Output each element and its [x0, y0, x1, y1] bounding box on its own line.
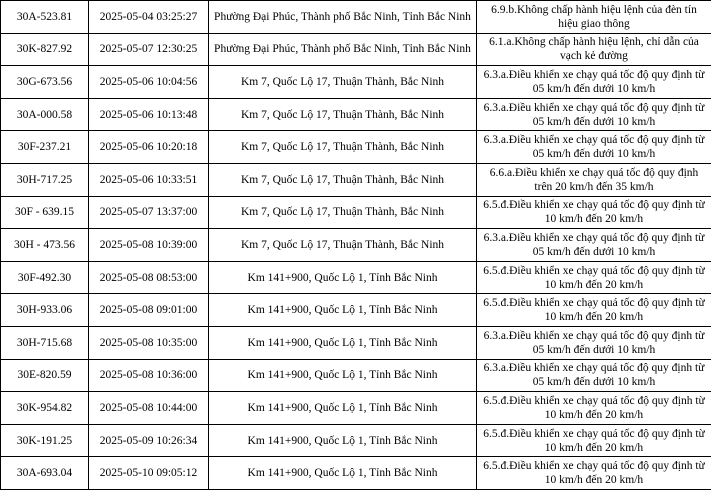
location-cell: Km 141+900, Quốc Lộ 1, Tỉnh Bắc Ninh [209, 392, 477, 425]
violation-cell: 6.3.a.Điều khiển xe chạy quá tốc độ quy định từ 05 km/h đến dưới 10 km/h [477, 229, 711, 262]
table-row [1, 294, 711, 327]
violation-cell: 6.5.đ.Điều khiển xe chạy quá tốc độ quy định từ 10 km/h đến 20 km/h [477, 261, 711, 294]
table-row [1, 98, 711, 131]
plate-cell: 30G-673.56 [1, 66, 89, 99]
location-cell: Km 7, Quốc Lộ 17, Thuận Thành, Bắc Ninh [209, 131, 477, 164]
plate-cell: 30H - 473.56 [1, 229, 89, 262]
time-cell: 2025-05-08 08:53:00 [89, 261, 209, 294]
time-cell: 2025-05-09 10:26:34 [89, 424, 209, 457]
table-row [1, 359, 711, 392]
plate-cell: 30H-717.25 [1, 163, 89, 196]
location-cell: Km 141+900, Quốc Lộ 1, Tỉnh Bắc Ninh [209, 294, 477, 327]
plate-cell: 30E-820.59 [1, 359, 89, 392]
violation-cell: 6.5.đ.Điều khiển xe chạy quá tốc độ quy định từ 10 km/h đến 20 km/h [477, 392, 711, 425]
plate-cell: 30A-000.58 [1, 98, 89, 131]
violation-cell: 6.3.a.Điều khiển xe chạy quá tốc độ quy định từ 05 km/h đến dưới 10 km/h [477, 66, 711, 99]
plate-cell: 30H-715.68 [1, 326, 89, 359]
violation-cell: 6.9.b.Không chấp hành hiệu lệnh của đèn tín hiệu giao thông [477, 1, 711, 34]
table-row [1, 457, 711, 490]
violation-cell: 6.1.a.Không chấp hành hiệu lệnh, chỉ dẫn của vạch kẻ đường [477, 33, 711, 66]
location-cell: Km 7, Quốc Lộ 17, Thuận Thành, Bắc Ninh [209, 98, 477, 131]
table-row [1, 424, 711, 457]
table-row [1, 326, 711, 359]
violation-cell: 6.5.đ.Điều khiển xe chạy quá tốc độ quy định từ 10 km/h đến 20 km/h [477, 424, 711, 457]
time-cell: 2025-05-07 12:30:25 [89, 33, 209, 66]
location-cell: Km 141+900, Quốc Lộ 1, Tỉnh Bắc Ninh [209, 261, 477, 294]
plate-cell: 30F-492.30 [1, 261, 89, 294]
time-cell: 2025-05-08 10:44:00 [89, 392, 209, 425]
time-cell: 2025-05-08 09:01:00 [89, 294, 209, 327]
plate-cell: 30K-827.92 [1, 33, 89, 66]
location-cell: Km 141+900, Quốc Lộ 1, Tỉnh Bắc Ninh [209, 359, 477, 392]
violation-cell: 6.3.a.Điều khiển xe chạy quá tốc độ quy định từ 05 km/h đến dưới 10 km/h [477, 131, 711, 164]
location-cell: Km 7, Quốc Lộ 17, Thuận Thành, Bắc Ninh [209, 229, 477, 262]
violation-cell: 6.5.đ.Điều khiển xe chạy quá tốc độ quy định từ 10 km/h đến 20 km/h [477, 294, 711, 327]
violation-cell: 6.3.a.Điều khiển xe chạy quá tốc độ quy định từ 05 km/h đến dưới 10 km/h [477, 326, 711, 359]
time-cell: 2025-05-06 10:33:51 [89, 163, 209, 196]
plate-cell: 30K-954.82 [1, 392, 89, 425]
violations-table-body [1, 1, 711, 490]
table-row [1, 229, 711, 262]
violation-cell: 6.3.a.Điều khiển xe chạy quá tốc độ quy định từ 05 km/h đến dưới 10 km/h [477, 98, 711, 131]
location-cell: Km 141+900, Quốc Lộ 1, Tỉnh Bắc Ninh [209, 326, 477, 359]
table-row [1, 1, 711, 34]
time-cell: 2025-05-06 10:20:18 [89, 131, 209, 164]
time-cell: 2025-05-10 09:05:12 [89, 457, 209, 490]
plate-cell: 30H-933.06 [1, 294, 89, 327]
table-row [1, 196, 711, 229]
time-cell: 2025-05-04 03:25:27 [89, 1, 209, 34]
location-cell: Km 7, Quốc Lộ 17, Thuận Thành, Bắc Ninh [209, 66, 477, 99]
table-row [1, 33, 711, 66]
plate-cell: 30A-693.04 [1, 457, 89, 490]
location-cell: Km 7, Quốc Lộ 17, Thuận Thành, Bắc Ninh [209, 163, 477, 196]
time-cell: 2025-05-08 10:36:00 [89, 359, 209, 392]
table-row [1, 261, 711, 294]
time-cell: 2025-05-08 10:35:00 [89, 326, 209, 359]
location-cell: Phường Đại Phúc, Thành phố Bắc Ninh, Tỉnh Bắc Ninh [209, 33, 477, 66]
plate-cell: 30F - 639.15 [1, 196, 89, 229]
table-row [1, 131, 711, 164]
plate-cell: 30K-191.25 [1, 424, 89, 457]
time-cell: 2025-05-07 13:37:00 [89, 196, 209, 229]
location-cell: Phường Đại Phúc, Thành phố Bắc Ninh, Tỉnh Bắc Ninh [209, 1, 477, 34]
violation-cell: 6.6.a.Điều khiển xe chạy quá tốc độ quy định trên 20 km/h đến 35 km/h [477, 163, 711, 196]
table-row [1, 163, 711, 196]
location-cell: Km 141+900, Quốc Lộ 1, Tỉnh Bắc Ninh [209, 424, 477, 457]
time-cell: 2025-05-06 10:04:56 [89, 66, 209, 99]
plate-cell: 30A-523.81 [1, 1, 89, 34]
table-row [1, 392, 711, 425]
violation-cell: 6.5.đ.Điều khiển xe chạy quá tốc độ quy định từ 10 km/h đến 20 km/h [477, 457, 711, 490]
location-cell: Km 141+900, Quốc Lộ 1, Tỉnh Bắc Ninh [209, 457, 477, 490]
table-row [1, 66, 711, 99]
plate-cell: 30F-237.21 [1, 131, 89, 164]
location-cell: Km 7, Quốc Lộ 17, Thuận Thành, Bắc Ninh [209, 196, 477, 229]
time-cell: 2025-05-06 10:13:48 [89, 98, 209, 131]
time-cell: 2025-05-08 10:39:00 [89, 229, 209, 262]
violation-cell: 6.3.a.Điều khiển xe chạy quá tốc độ quy định từ 05 km/h đến dưới 10 km/h [477, 359, 711, 392]
violation-cell: 6.5.đ.Điều khiển xe chạy quá tốc độ quy định từ 10 km/h đến 20 km/h [477, 196, 711, 229]
